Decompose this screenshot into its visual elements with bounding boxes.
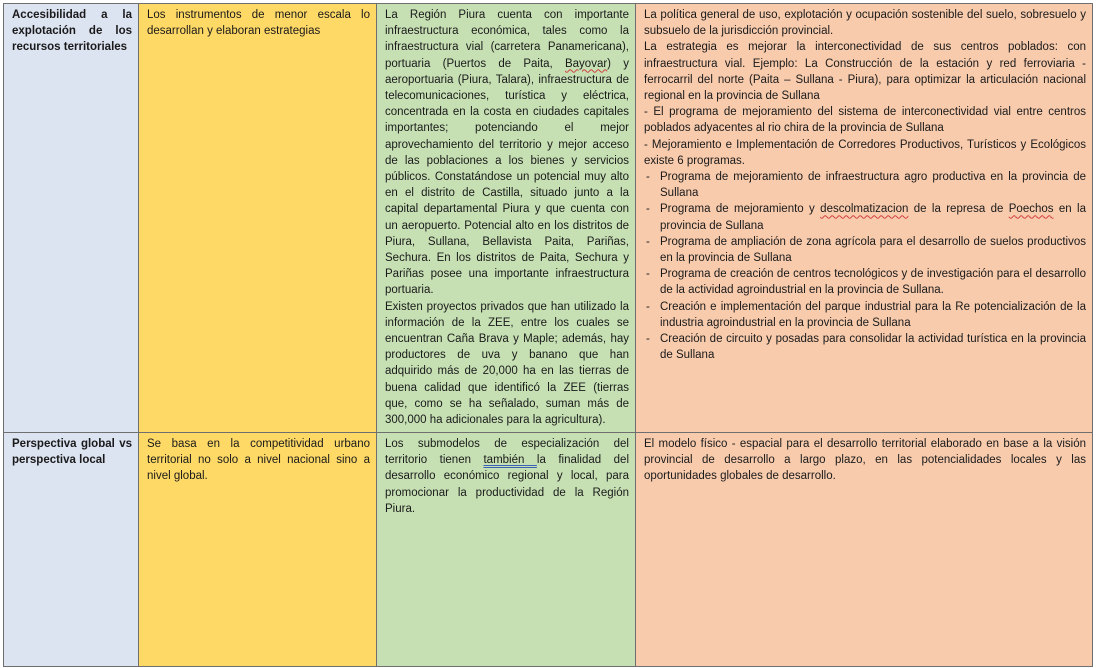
spellcheck-word: también (483, 454, 537, 467)
cell-submodelos: Los submodelos de especialización del territorio tienen también la finalidad del desarrollo económico regional y local, para promocionar la productividad de la Región Piura. (377, 433, 636, 667)
spellcheck-word: Poechos (1008, 203, 1054, 216)
paragraph-corredores: - Mejoramiento e Implementación de Corredores Productivos, Turísticos y Ecológicos existe 6 programas. (644, 138, 1086, 167)
paragraph-estrategia: La estrategia es mejorar la interconectividad de sus centros poblados: con infraestructura vial. Ejemplo: La Construcción de la estación y red ferroviaria - ferrocarril del norte (Paita – Sullana - Piura), para optimizar la articulación nacional regional en la provincia de Sullana (644, 41, 1086, 103)
table-row (4, 4, 1093, 433)
comparison-table (3, 3, 1093, 667)
paragraph-infraestructura: La Región Piura cuenta con importante infraestructura económica, tales como la infraestructura vial (carretera Panamericana), portuaria (Puertos de Paita, Bayovar) y aeroportuaria (Piura, Talara), infraestructura de telecomunicaciones, turística y eléctrica, concentrada en la costa en ciudades capitales importantes; potenciando el mejor aprovechamiento del territorio y mejor acceso de las poblaciones a los bienes y servicios públicos. Constatándose un potencial muy alto en el distrito de Castilla, situado junto a la capital departamental Piura y que cuenta con un aeropuerto. Potencial alto en los distritos de Piura, Sullana, Bellavista Paita, Pariñas, Sechura. En los distritos de Paita, Sechura y Pariñas posee una importante infraestructura portuaria. (385, 9, 629, 297)
spellcheck-word: Bayovar (564, 57, 608, 70)
list-item: - Programa de mejoramiento de infraestructura agro productiva en la provincia de Sullana (646, 171, 1086, 200)
row-label-accesibilidad: Accesibilidad a la explotación de los recursos territoriales (4, 4, 139, 433)
cell-region-piura (377, 4, 636, 433)
paragraph-politica: La política general de uso, explotación y ocupación sostenible del suelo, sobresuelo y subsuelo de la jurisdicción provincial. (644, 9, 1086, 38)
list-item: - Programa de creación de centros tecnológicos y de investigación para el desarrollo de la actividad agroindustrial en la provincia de Sullana. (646, 268, 1086, 297)
paragraph-programa-vial: - El programa de mejoramiento del sistema de interconectividad vial entre centros poblados adyacentes al rio chira de la provincia de Sullana (644, 106, 1086, 135)
cell-modelo-fisico: El modelo físico - espacial para el desarrollo territorial elaborado en base a la visión provincial de desarrollo a largo plazo, en las potencialidades locales y las oportunidades globales de desarrollo. (636, 433, 1093, 667)
list-item: - Creación de circuito y posadas para consolidar la actividad turística en la provincia de Sullana (646, 333, 1086, 362)
row-label-perspectiva: Perspectiva global vs perspectiva local (4, 433, 139, 667)
spellcheck-word: descolmatizacion (820, 203, 909, 216)
cell-estrategia (636, 4, 1093, 433)
list-item: - Creación e implementación del parque industrial para la Re potencialización de la industria agroindustrial en la provincia de Sullana (646, 300, 1086, 329)
list-item: - Programa de ampliación de zona agrícola para el desarrollo de suelos productivos en la provincia de Sullana (646, 235, 1086, 265)
paragraph-proyectos: Existen proyectos privados que han utilizado la información de la ZEE, entre los cuales se encuentran Caña Brava y Maple; además, hay productores de uva y banano que han adquirido más de 20,000 ha en las tierras de buena calidad que identificó la ZEE (tierras que, como se ha señalado, suman más de 300,000 ha adicionales para la agricultura). (385, 300, 629, 427)
cell-instrumentos: Los instrumentos de menor escala lo desarrollan y elaboran estrategias (139, 4, 377, 433)
table-row (4, 433, 1093, 667)
list-item: - Programa de mejoramiento y descolmatizacion de la represa de Poechos en la provincia de Sullana (646, 203, 1086, 232)
cell-competitividad: Se basa en la competitividad urbano territorial no solo a nivel nacional sino a nivel global. (139, 433, 377, 667)
